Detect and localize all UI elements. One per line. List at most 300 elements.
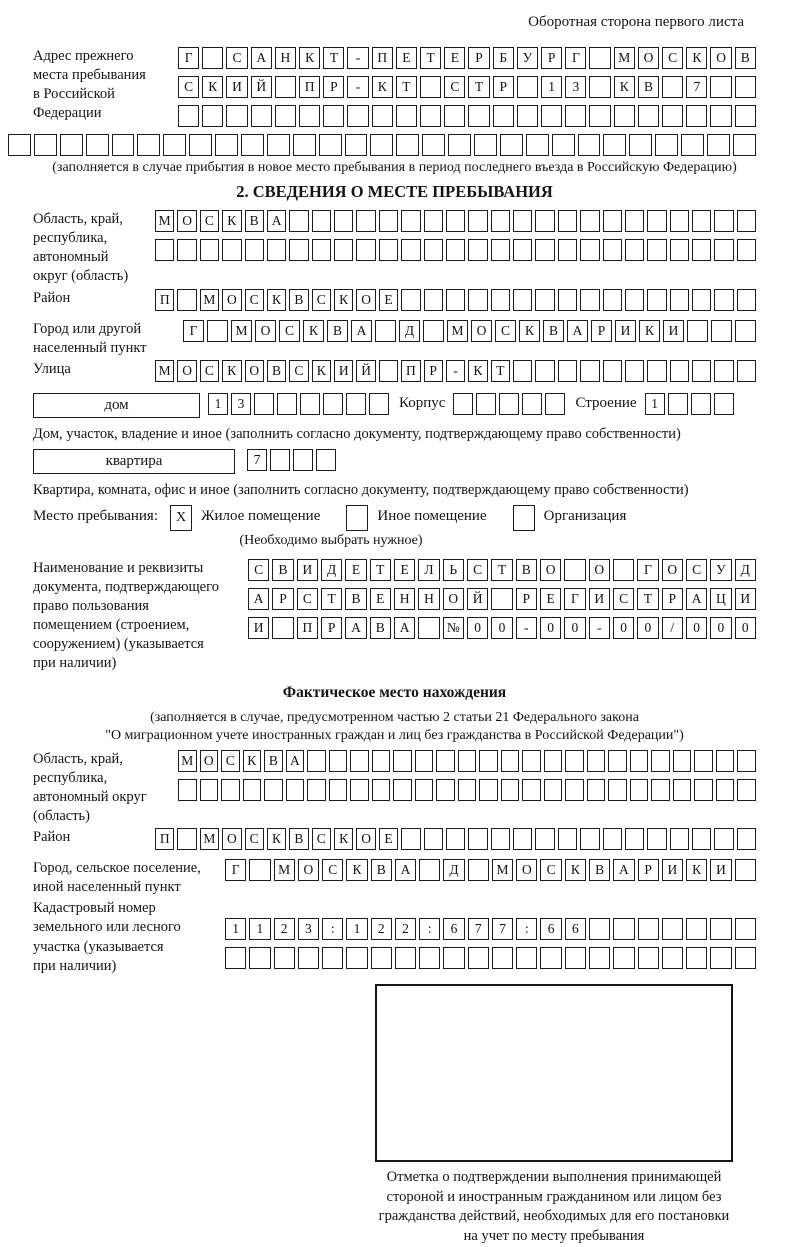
char-cell[interactable]: В (543, 320, 564, 342)
char-cell[interactable]: О (177, 210, 196, 232)
char-cell[interactable]: К (334, 828, 353, 850)
char-cell[interactable]: С (662, 47, 683, 69)
char-cell[interactable] (545, 393, 565, 415)
char-cell[interactable] (178, 779, 197, 801)
char-cell[interactable]: О (245, 360, 264, 382)
char-cell[interactable] (613, 918, 634, 940)
char-cell[interactable]: 3 (565, 76, 586, 98)
char-cell[interactable]: 6 (540, 918, 561, 940)
char-cell[interactable] (558, 828, 577, 850)
char-cell[interactable]: Т (420, 47, 441, 69)
char-cell[interactable]: О (298, 859, 319, 881)
char-cell[interactable]: О (516, 859, 537, 881)
char-cell[interactable] (651, 779, 670, 801)
char-cell[interactable] (267, 134, 290, 156)
char-cell[interactable] (737, 210, 756, 232)
char-cell[interactable]: В (327, 320, 348, 342)
char-cell[interactable] (177, 828, 196, 850)
char-cell[interactable] (370, 134, 393, 156)
char-cell[interactable]: К (686, 859, 707, 881)
char-cell[interactable] (714, 360, 733, 382)
char-cell[interactable] (589, 76, 610, 98)
char-cell[interactable]: У (710, 559, 731, 581)
char-cell[interactable]: А (394, 617, 415, 639)
char-cell[interactable]: Й (251, 76, 272, 98)
char-cell[interactable] (458, 750, 477, 772)
char-cell[interactable] (681, 134, 704, 156)
char-cell[interactable]: М (155, 360, 174, 382)
char-cell[interactable] (372, 779, 391, 801)
char-cell[interactable] (565, 750, 584, 772)
char-cell[interactable] (513, 210, 532, 232)
char-cell[interactable] (692, 828, 711, 850)
char-cell[interactable] (614, 105, 635, 127)
char-cell[interactable]: 2 (371, 918, 392, 940)
char-cell[interactable]: М (492, 859, 513, 881)
char-cell[interactable]: А (251, 47, 272, 69)
char-cell[interactable] (215, 134, 238, 156)
char-cell[interactable]: : (419, 918, 440, 940)
char-cell[interactable]: Р (638, 859, 659, 881)
char-cell[interactable] (178, 105, 199, 127)
char-cell[interactable] (513, 828, 532, 850)
char-cell[interactable] (245, 239, 264, 261)
char-cell[interactable] (448, 134, 471, 156)
char-cell[interactable]: 0 (637, 617, 658, 639)
char-cell[interactable]: С (467, 559, 488, 581)
char-cell[interactable]: Р (591, 320, 612, 342)
char-cell[interactable]: О (177, 360, 196, 382)
char-cell[interactable] (735, 320, 756, 342)
char-cell[interactable] (535, 828, 554, 850)
char-cell[interactable] (241, 134, 264, 156)
char-cell[interactable] (415, 779, 434, 801)
char-cell[interactable] (476, 393, 496, 415)
char-cell[interactable]: С (245, 828, 264, 850)
char-cell[interactable] (468, 947, 489, 969)
char-cell[interactable] (522, 393, 542, 415)
char-cell[interactable] (716, 750, 735, 772)
char-cell[interactable]: 0 (735, 617, 756, 639)
char-cell[interactable] (418, 617, 439, 639)
char-cell[interactable]: С (686, 559, 707, 581)
char-cell[interactable] (638, 918, 659, 940)
char-cell[interactable]: М (447, 320, 468, 342)
char-cell[interactable] (444, 105, 465, 127)
char-cell[interactable] (270, 449, 290, 471)
char-cell[interactable] (334, 239, 353, 261)
char-cell[interactable] (420, 105, 441, 127)
char-cell[interactable] (714, 828, 733, 850)
char-cell[interactable] (522, 750, 541, 772)
char-cell[interactable]: Т (396, 76, 417, 98)
char-cell[interactable]: С (200, 210, 219, 232)
char-cell[interactable]: К (303, 320, 324, 342)
char-cell[interactable]: Т (491, 360, 510, 382)
char-cell[interactable] (692, 360, 711, 382)
char-cell[interactable] (468, 859, 489, 881)
char-cell[interactable]: С (245, 289, 264, 311)
char-cell[interactable] (307, 779, 326, 801)
char-cell[interactable]: М (274, 859, 295, 881)
char-cell[interactable] (491, 289, 510, 311)
char-cell[interactable] (249, 859, 270, 881)
char-cell[interactable]: Е (370, 588, 391, 610)
char-cell[interactable]: Р (516, 588, 537, 610)
char-cell[interactable] (513, 239, 532, 261)
char-cell[interactable] (395, 947, 416, 969)
char-cell[interactable] (735, 918, 756, 940)
char-cell[interactable] (552, 134, 575, 156)
char-cell[interactable] (446, 210, 465, 232)
char-cell[interactable] (692, 210, 711, 232)
char-cell[interactable] (474, 134, 497, 156)
char-cell[interactable]: К (519, 320, 540, 342)
char-cell[interactable]: О (540, 559, 561, 581)
char-cell[interactable]: Ц (710, 588, 731, 610)
char-cell[interactable] (587, 779, 606, 801)
char-cell[interactable] (733, 134, 756, 156)
char-cell[interactable]: Д (735, 559, 756, 581)
char-cell[interactable] (608, 750, 627, 772)
char-cell[interactable]: О (222, 828, 241, 850)
char-cell[interactable]: С (297, 588, 318, 610)
char-cell[interactable] (334, 210, 353, 232)
char-cell[interactable]: С (200, 360, 219, 382)
char-cell[interactable] (710, 918, 731, 940)
char-cell[interactable]: Е (444, 47, 465, 69)
char-cell[interactable]: П (155, 289, 174, 311)
char-cell[interactable] (687, 320, 708, 342)
char-cell[interactable] (424, 210, 443, 232)
char-cell[interactable]: К (372, 76, 393, 98)
char-cell[interactable] (443, 947, 464, 969)
char-cell[interactable]: О (356, 828, 375, 850)
char-cell[interactable] (735, 947, 756, 969)
char-cell[interactable] (517, 76, 538, 98)
char-cell[interactable]: В (289, 828, 308, 850)
char-cell[interactable]: А (248, 588, 269, 610)
char-cell[interactable] (686, 918, 707, 940)
char-cell[interactable] (316, 449, 336, 471)
char-cell[interactable] (603, 210, 622, 232)
char-cell[interactable] (8, 134, 31, 156)
char-cell[interactable]: 3 (298, 918, 319, 940)
checkbox-residential[interactable]: X (170, 505, 192, 531)
char-cell[interactable] (565, 105, 586, 127)
char-cell[interactable] (535, 210, 554, 232)
char-cell[interactable] (625, 289, 644, 311)
char-cell[interactable]: И (334, 360, 353, 382)
char-cell[interactable]: А (286, 750, 305, 772)
char-cell[interactable] (629, 134, 652, 156)
char-cell[interactable] (737, 289, 756, 311)
char-cell[interactable]: М (155, 210, 174, 232)
char-cell[interactable]: С (221, 750, 240, 772)
char-cell[interactable]: 6 (565, 918, 586, 940)
char-cell[interactable] (522, 779, 541, 801)
char-cell[interactable]: А (351, 320, 372, 342)
char-cell[interactable] (202, 47, 223, 69)
char-cell[interactable] (735, 76, 756, 98)
char-cell[interactable]: Г (178, 47, 199, 69)
char-cell[interactable] (243, 779, 262, 801)
char-cell[interactable]: 0 (613, 617, 634, 639)
char-cell[interactable] (737, 828, 756, 850)
char-cell[interactable]: И (589, 588, 610, 610)
char-cell[interactable] (493, 105, 514, 127)
char-cell[interactable]: В (345, 588, 366, 610)
char-cell[interactable]: А (395, 859, 416, 881)
char-cell[interactable]: П (401, 360, 420, 382)
char-cell[interactable] (692, 239, 711, 261)
char-cell[interactable] (323, 105, 344, 127)
char-cell[interactable]: 2 (274, 918, 295, 940)
char-cell[interactable]: 1 (225, 918, 246, 940)
char-cell[interactable]: В (371, 859, 392, 881)
char-cell[interactable]: С (312, 828, 331, 850)
char-cell[interactable]: И (735, 588, 756, 610)
char-cell[interactable] (479, 779, 498, 801)
char-cell[interactable]: В (516, 559, 537, 581)
char-cell[interactable] (347, 105, 368, 127)
char-cell[interactable] (112, 134, 135, 156)
char-cell[interactable] (691, 393, 711, 415)
char-cell[interactable] (501, 750, 520, 772)
char-cell[interactable]: В (589, 859, 610, 881)
char-cell[interactable] (468, 105, 489, 127)
char-cell[interactable] (419, 947, 440, 969)
char-cell[interactable]: Г (564, 588, 585, 610)
char-cell[interactable]: К (243, 750, 262, 772)
char-cell[interactable]: С (312, 289, 331, 311)
char-cell[interactable] (396, 105, 417, 127)
char-cell[interactable]: В (245, 210, 264, 232)
char-cell[interactable]: Р (424, 360, 443, 382)
char-cell[interactable] (564, 559, 585, 581)
char-cell[interactable]: И (663, 320, 684, 342)
char-cell[interactable] (226, 105, 247, 127)
char-cell[interactable]: А (267, 210, 286, 232)
char-cell[interactable]: : (516, 918, 537, 940)
char-cell[interactable]: Г (637, 559, 658, 581)
char-cell[interactable] (492, 947, 513, 969)
char-cell[interactable]: 7 (492, 918, 513, 940)
char-cell[interactable] (436, 750, 455, 772)
apartment-type-box[interactable]: квартира (33, 449, 235, 474)
char-cell[interactable]: Д (321, 559, 342, 581)
char-cell[interactable] (670, 289, 689, 311)
char-cell[interactable] (345, 134, 368, 156)
char-cell[interactable] (625, 210, 644, 232)
char-cell[interactable]: 1 (645, 393, 665, 415)
char-cell[interactable] (60, 134, 83, 156)
char-cell[interactable]: О (222, 289, 241, 311)
char-cell[interactable]: Л (418, 559, 439, 581)
char-cell[interactable] (558, 210, 577, 232)
char-cell[interactable] (468, 828, 487, 850)
char-cell[interactable]: - (347, 76, 368, 98)
char-cell[interactable]: И (615, 320, 636, 342)
char-cell[interactable]: М (231, 320, 252, 342)
char-cell[interactable]: 0 (564, 617, 585, 639)
char-cell[interactable] (289, 239, 308, 261)
char-cell[interactable] (293, 134, 316, 156)
char-cell[interactable]: М (200, 289, 219, 311)
char-cell[interactable] (638, 947, 659, 969)
char-cell[interactable]: 0 (467, 617, 488, 639)
char-cell[interactable]: У (517, 47, 538, 69)
char-cell[interactable] (499, 393, 519, 415)
char-cell[interactable]: А (613, 859, 634, 881)
char-cell[interactable]: К (222, 360, 241, 382)
char-cell[interactable] (479, 750, 498, 772)
char-cell[interactable] (424, 828, 443, 850)
char-cell[interactable]: 7 (468, 918, 489, 940)
char-cell[interactable] (86, 134, 109, 156)
char-cell[interactable] (710, 105, 731, 127)
char-cell[interactable] (735, 859, 756, 881)
char-cell[interactable] (356, 210, 375, 232)
char-cell[interactable] (267, 239, 286, 261)
char-cell[interactable]: Р (541, 47, 562, 69)
char-cell[interactable]: Д (399, 320, 420, 342)
char-cell[interactable] (603, 360, 622, 382)
char-cell[interactable]: Й (356, 360, 375, 382)
char-cell[interactable] (630, 750, 649, 772)
char-cell[interactable]: С (226, 47, 247, 69)
char-cell[interactable]: О (662, 559, 683, 581)
char-cell[interactable] (277, 393, 297, 415)
char-cell[interactable] (254, 393, 274, 415)
char-cell[interactable] (275, 76, 296, 98)
char-cell[interactable] (558, 289, 577, 311)
char-cell[interactable]: Р (323, 76, 344, 98)
char-cell[interactable] (225, 947, 246, 969)
char-cell[interactable]: С (540, 859, 561, 881)
char-cell[interactable] (401, 239, 420, 261)
char-cell[interactable] (424, 239, 443, 261)
char-cell[interactable]: Е (540, 588, 561, 610)
char-cell[interactable] (177, 239, 196, 261)
char-cell[interactable]: С (495, 320, 516, 342)
char-cell[interactable] (379, 360, 398, 382)
char-cell[interactable] (513, 360, 532, 382)
char-cell[interactable] (372, 750, 391, 772)
char-cell[interactable] (346, 947, 367, 969)
char-cell[interactable]: 6 (443, 918, 464, 940)
char-cell[interactable] (668, 393, 688, 415)
char-cell[interactable] (707, 134, 730, 156)
char-cell[interactable] (580, 828, 599, 850)
char-cell[interactable]: Н (394, 588, 415, 610)
char-cell[interactable] (446, 828, 465, 850)
char-cell[interactable] (670, 360, 689, 382)
char-cell[interactable]: В (638, 76, 659, 98)
char-cell[interactable] (737, 779, 756, 801)
char-cell[interactable] (155, 239, 174, 261)
char-cell[interactable]: П (372, 47, 393, 69)
char-cell[interactable]: К (299, 47, 320, 69)
char-cell[interactable]: - (347, 47, 368, 69)
char-cell[interactable]: В (264, 750, 283, 772)
char-cell[interactable] (714, 210, 733, 232)
char-cell[interactable] (312, 210, 331, 232)
char-cell[interactable] (714, 393, 734, 415)
char-cell[interactable]: И (226, 76, 247, 98)
char-cell[interactable] (670, 828, 689, 850)
char-cell[interactable]: Р (272, 588, 293, 610)
char-cell[interactable]: В (370, 617, 391, 639)
char-cell[interactable]: К (639, 320, 660, 342)
char-cell[interactable] (694, 750, 713, 772)
char-cell[interactable]: К (202, 76, 223, 98)
house-type-box[interactable]: дом (33, 393, 200, 418)
char-cell[interactable] (735, 105, 756, 127)
char-cell[interactable] (558, 360, 577, 382)
char-cell[interactable] (293, 449, 313, 471)
char-cell[interactable] (603, 239, 622, 261)
char-cell[interactable] (264, 779, 283, 801)
char-cell[interactable] (396, 134, 419, 156)
char-cell[interactable] (692, 289, 711, 311)
char-cell[interactable]: О (443, 588, 464, 610)
char-cell[interactable] (544, 750, 563, 772)
char-cell[interactable] (647, 210, 666, 232)
char-cell[interactable] (375, 320, 396, 342)
char-cell[interactable]: К (334, 289, 353, 311)
char-cell[interactable] (401, 289, 420, 311)
char-cell[interactable] (535, 239, 554, 261)
char-cell[interactable] (714, 239, 733, 261)
char-cell[interactable] (501, 779, 520, 801)
char-cell[interactable] (177, 289, 196, 311)
char-cell[interactable] (603, 828, 622, 850)
char-cell[interactable]: 1 (346, 918, 367, 940)
char-cell[interactable]: А (345, 617, 366, 639)
char-cell[interactable]: 7 (247, 449, 267, 471)
char-cell[interactable] (423, 320, 444, 342)
char-cell[interactable] (613, 947, 634, 969)
char-cell[interactable] (651, 750, 670, 772)
char-cell[interactable] (608, 779, 627, 801)
char-cell[interactable] (647, 828, 666, 850)
char-cell[interactable] (565, 947, 586, 969)
char-cell[interactable] (638, 105, 659, 127)
char-cell[interactable] (446, 239, 465, 261)
char-cell[interactable]: И (248, 617, 269, 639)
char-cell[interactable]: - (446, 360, 465, 382)
char-cell[interactable] (419, 859, 440, 881)
char-cell[interactable] (580, 289, 599, 311)
char-cell[interactable]: С (444, 76, 465, 98)
char-cell[interactable] (589, 47, 610, 69)
char-cell[interactable]: К (312, 360, 331, 382)
char-cell[interactable]: Р (662, 588, 683, 610)
checkbox-other-premises[interactable] (346, 505, 368, 531)
char-cell[interactable] (535, 289, 554, 311)
char-cell[interactable] (420, 76, 441, 98)
char-cell[interactable] (372, 105, 393, 127)
char-cell[interactable]: 0 (491, 617, 512, 639)
char-cell[interactable]: Т (637, 588, 658, 610)
char-cell[interactable]: / (662, 617, 683, 639)
char-cell[interactable]: Е (394, 559, 415, 581)
char-cell[interactable] (625, 360, 644, 382)
char-cell[interactable]: 0 (686, 617, 707, 639)
char-cell[interactable] (491, 828, 510, 850)
char-cell[interactable]: К (267, 289, 286, 311)
